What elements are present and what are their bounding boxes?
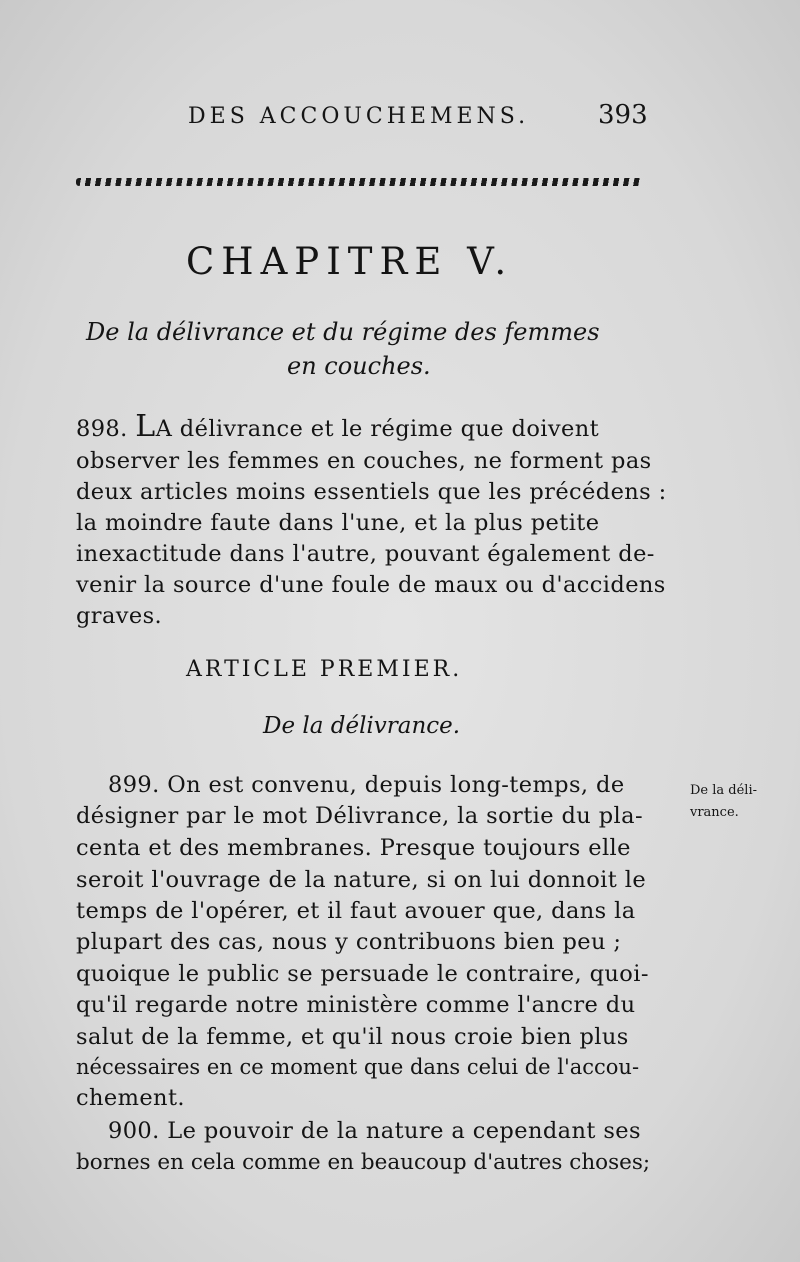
chapter-heading: CHAPITRE V. bbox=[186, 240, 514, 283]
drop-cap: L bbox=[135, 409, 156, 444]
paragraph-899-line: chement. bbox=[76, 1085, 185, 1111]
running-head: DES ACCOUCHEMENS. bbox=[188, 104, 530, 129]
paragraph-899-line: désigner par le mot Délivrance, la sortie du pla- bbox=[76, 803, 643, 829]
chapter-subtitle-line-1: De la délivrance et du régime des femmes bbox=[86, 318, 600, 346]
page-number: 393 bbox=[598, 100, 648, 130]
article-subheading: De la délivrance. bbox=[263, 713, 461, 739]
paragraph-898-line: deux articles moins essentiels que les précédens : bbox=[76, 479, 667, 505]
chapter-subtitle-line-2: en couches. bbox=[287, 352, 431, 380]
margin-note-line-2: vrance. bbox=[690, 805, 739, 820]
paragraph-900-line: bornes en cela comme en beaucoup d'autres choses; bbox=[76, 1150, 651, 1175]
paragraph-898-line: venir la source d'une foule de maux ou d'accidens bbox=[76, 572, 666, 598]
paragraph-898-line bbox=[76, 409, 600, 444]
paragraph-899-line: nécessaires en ce moment que dans celui de l'accou- bbox=[76, 1055, 640, 1079]
paragraph-899-line: plupart des cas, nous y contribuons bien peu ; bbox=[76, 929, 622, 955]
paragraph-899-line: 899. On est convenu, depuis long-temps, de bbox=[108, 772, 625, 798]
article-heading: ARTICLE PREMIER. bbox=[186, 657, 463, 682]
paragraph-899-line: seroit l'ouvrage de la nature, si on lui donnoit le bbox=[76, 867, 647, 893]
paragraph-898-line: graves. bbox=[76, 603, 163, 629]
paragraph-899-line: centa et des membranes. Presque toujours elle bbox=[76, 835, 631, 861]
paragraph-number: 898. bbox=[76, 416, 128, 442]
paragraph-899-line: qu'il regarde notre ministère comme l'ancre du bbox=[76, 992, 636, 1018]
paragraph-898-line: inexactitude dans l'autre, pouvant également de- bbox=[76, 541, 655, 567]
paragraph-text: A délivrance et le régime que doivent bbox=[155, 416, 600, 442]
paragraph-900-line: 900. Le pouvoir de la nature a cependant ses bbox=[108, 1118, 641, 1144]
paragraph-898-line: la moindre faute dans l'une, et la plus petite bbox=[76, 510, 600, 536]
margin-note-line-1: De la déli- bbox=[690, 783, 758, 798]
paragraph-899-line: salut de la femme, et qu'il nous croie bien plus bbox=[76, 1024, 629, 1050]
paragraph-899-line: quoique le public se persuade le contraire, quoi- bbox=[76, 961, 649, 987]
paragraph-898-line: observer les femmes en couches, ne forment pas bbox=[76, 448, 652, 474]
ornamental-rule bbox=[76, 178, 642, 186]
paragraph-899-line: temps de l'opérer, et il faut avouer que, dans la bbox=[76, 898, 636, 924]
